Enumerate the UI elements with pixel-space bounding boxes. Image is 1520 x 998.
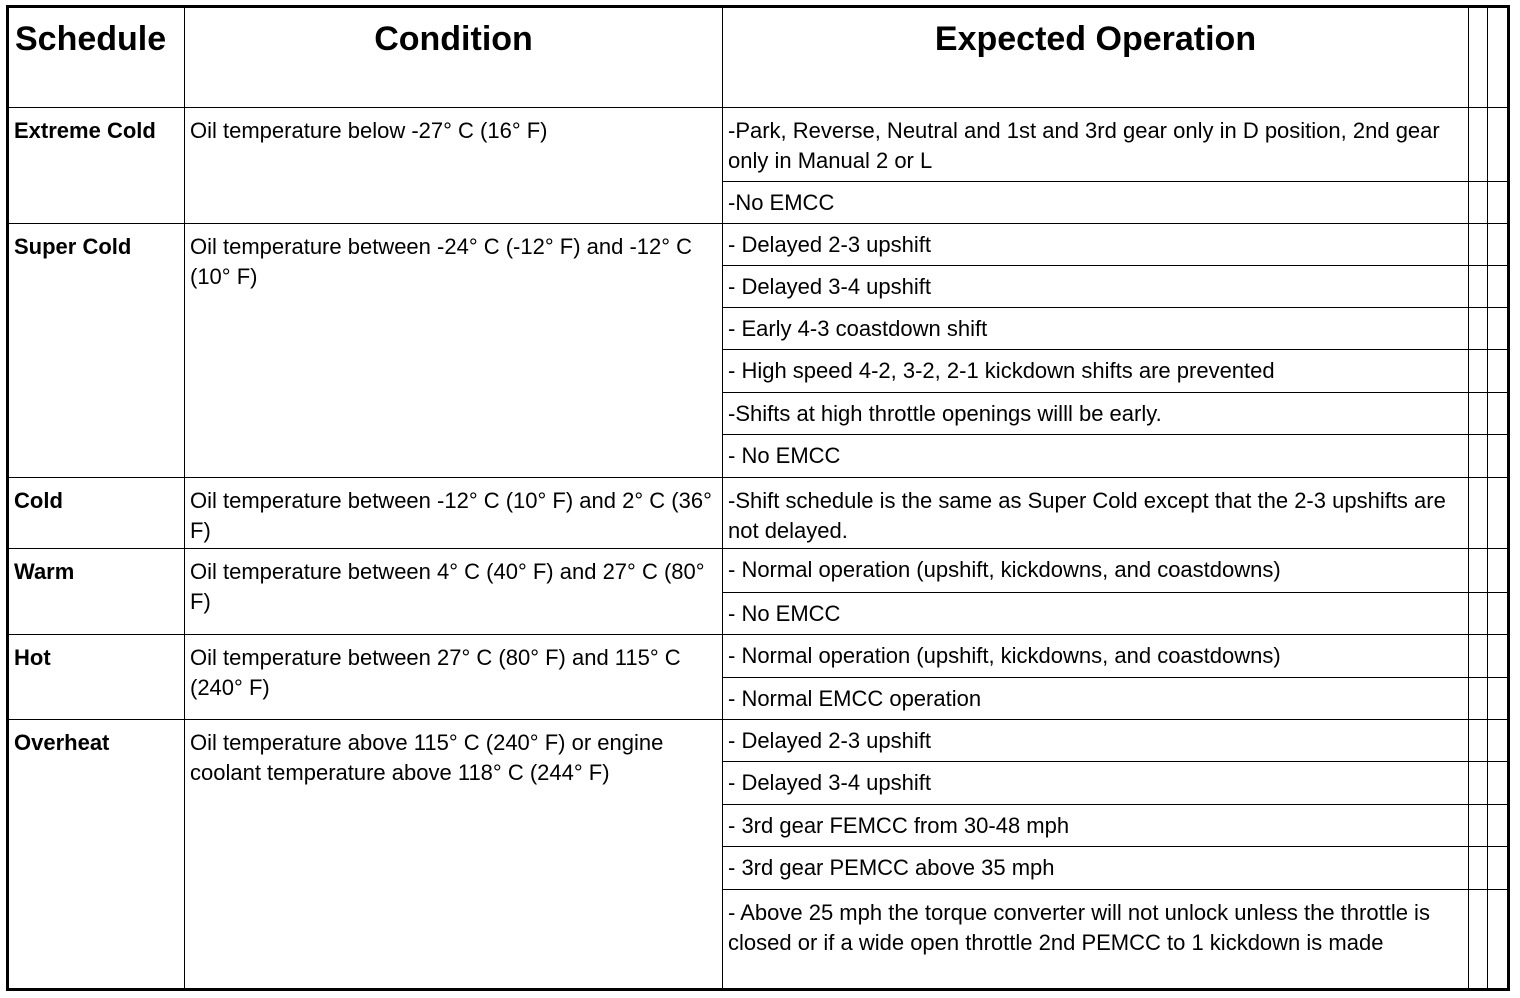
- condition-cell: Oil temperature below -27° C (16° F): [185, 108, 723, 224]
- table-row: [8, 478, 1509, 549]
- operation-cell: - Normal operation (upshift, kickdowns, and coastdowns): [723, 634, 1469, 677]
- extra-column-cell: [1488, 592, 1509, 634]
- schedule-cell: Overheat: [8, 719, 185, 989]
- extra-column-cell: [1469, 889, 1488, 989]
- extra-column-cell: [1488, 804, 1509, 846]
- extra-column-cell: [1469, 393, 1488, 435]
- extra-column-cell: [1469, 804, 1488, 846]
- extra-column-header: [1469, 7, 1488, 108]
- extra-column-cell: [1469, 266, 1488, 308]
- operation-cell: - High speed 4-2, 3-2, 2-1 kickdown shifts are prevented: [723, 350, 1469, 393]
- operation-cell: - Delayed 3-4 upshift: [723, 761, 1469, 804]
- extra-column-cell: [1469, 634, 1488, 677]
- expected-operation-header: Expected Operation: [723, 7, 1469, 108]
- condition-cell: Oil temperature between -24° C (-12° F) and -12° C (10° F): [185, 224, 723, 478]
- extra-column-cell: [1488, 224, 1509, 266]
- extra-column-cell: [1469, 846, 1488, 889]
- operation-cell: - 3rd gear PEMCC above 35 mph: [723, 846, 1469, 889]
- extra-column-cell: [1469, 224, 1488, 266]
- operation-cell: - Early 4-3 coastdown shift: [723, 308, 1469, 350]
- extra-column-cell: [1488, 634, 1509, 677]
- extra-column-cell: [1488, 393, 1509, 435]
- condition-cell: Oil temperature above 115° C (240° F) or engine coolant temperature above 118° C (244° F): [185, 719, 723, 989]
- operation-cell: - Delayed 3-4 upshift: [723, 266, 1469, 308]
- operation-cell: - Above 25 mph the torque converter will not unlock unless the throttle is closed or if a wide open throttle 2nd PEMCC to 1 kickdown is made: [723, 889, 1469, 989]
- operation-cell: -No EMCC: [723, 182, 1469, 224]
- extra-column-cell: [1469, 761, 1488, 804]
- schedule-cell: Cold: [8, 478, 185, 549]
- shift-schedule-table: [6, 5, 1510, 991]
- operation-cell: - Delayed 2-3 upshift: [723, 224, 1469, 266]
- extra-column-cell: [1469, 435, 1488, 478]
- extra-column-cell: [1488, 677, 1509, 719]
- operation-cell: - 3rd gear FEMCC from 30-48 mph: [723, 804, 1469, 846]
- operation-cell: - No EMCC: [723, 435, 1469, 478]
- extra-column-cell: [1488, 266, 1509, 308]
- operation-cell: - Delayed 2-3 upshift: [723, 719, 1469, 761]
- extra-column-cell: [1469, 549, 1488, 592]
- table-row: [8, 108, 1509, 182]
- extra-column-cell: [1488, 889, 1509, 989]
- extra-column-cell: [1488, 478, 1509, 549]
- extra-column-cell: [1488, 549, 1509, 592]
- schedule-cell: Warm: [8, 549, 185, 634]
- extra-column-cell: [1469, 108, 1488, 182]
- extra-column-cell: [1488, 846, 1509, 889]
- extra-column-cell: [1469, 478, 1488, 549]
- operation-cell: - Normal operation (upshift, kickdowns, and coastdowns): [723, 549, 1469, 592]
- extra-column-cell: [1469, 182, 1488, 224]
- operation-cell: -Park, Reverse, Neutral and 1st and 3rd gear only in D position, 2nd gear only in Manual 2 or L: [723, 108, 1469, 182]
- table-row: [8, 719, 1509, 761]
- table-row: [8, 549, 1509, 592]
- condition-header: Condition: [185, 7, 723, 108]
- schedule-cell: Hot: [8, 634, 185, 719]
- extra-column-cell: [1469, 719, 1488, 761]
- extra-column-cell: [1469, 677, 1488, 719]
- operation-cell: - Normal EMCC operation: [723, 677, 1469, 719]
- extra-column-cell: [1469, 592, 1488, 634]
- extra-column-cell: [1488, 308, 1509, 350]
- operation-cell: - No EMCC: [723, 592, 1469, 634]
- operation-cell: -Shifts at high throttle openings willl be early.: [723, 393, 1469, 435]
- extra-column-cell: [1488, 435, 1509, 478]
- extra-column-cell: [1488, 350, 1509, 393]
- table-body: [8, 108, 1509, 990]
- extra-column-cell: [1488, 182, 1509, 224]
- header-row: [8, 7, 1509, 108]
- extra-column-cell: [1469, 350, 1488, 393]
- extra-column-header: [1488, 7, 1509, 108]
- extra-column-cell: [1488, 719, 1509, 761]
- condition-cell: Oil temperature between 4° C (40° F) and 27° C (80° F): [185, 549, 723, 634]
- extra-column-cell: [1488, 108, 1509, 182]
- extra-column-cell: [1488, 761, 1509, 804]
- schedule-cell: Super Cold: [8, 224, 185, 478]
- table-row: [8, 634, 1509, 677]
- operation-cell: -Shift schedule is the same as Super Cold except that the 2-3 upshifts are not delayed.: [723, 478, 1469, 549]
- condition-cell: Oil temperature between 27° C (80° F) and 115° C (240° F): [185, 634, 723, 719]
- schedule-cell: Extreme Cold: [8, 108, 185, 224]
- schedule-header: Schedule: [8, 7, 185, 108]
- extra-column-cell: [1469, 308, 1488, 350]
- condition-cell: Oil temperature between -12° C (10° F) and 2° C (36° F): [185, 478, 723, 549]
- table-row: [8, 224, 1509, 266]
